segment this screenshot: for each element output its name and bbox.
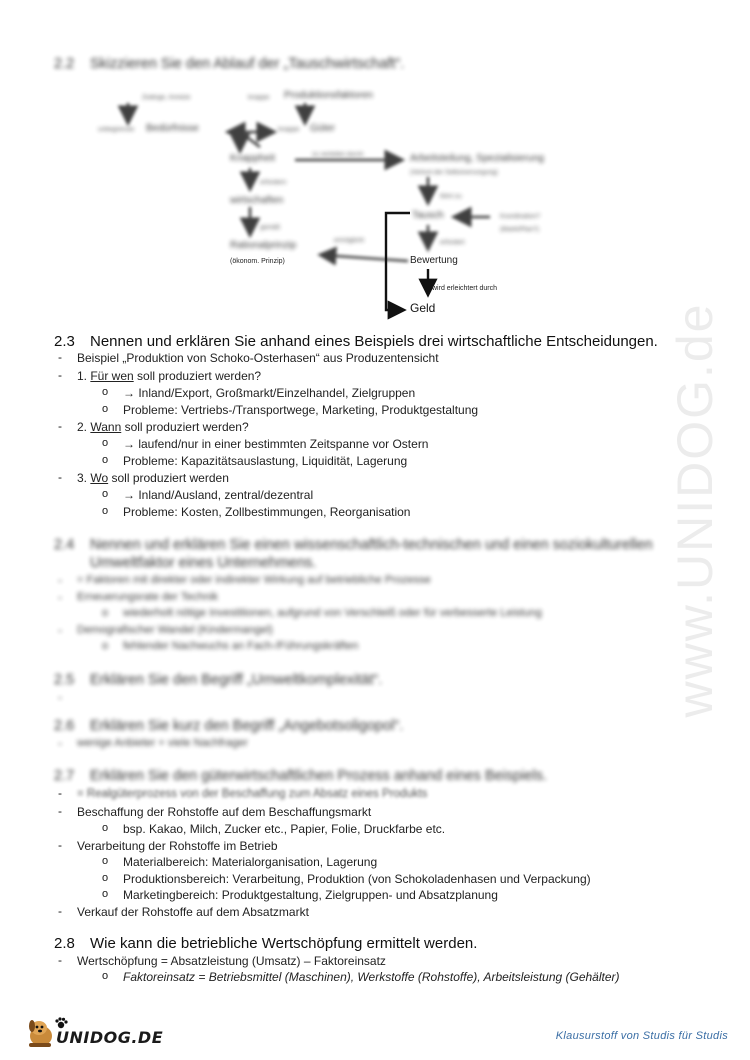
list-item: Faktoreinsatz = Betriebsmittel (Maschinen), Werkstoffe (Rohstoffe), Arbeitsleistung (Gehälter) [123,970,620,984]
heading-title: Nennen und erklären Sie anhand eines Beispiels drei wirtschaftliche Entscheidungen. [90,333,658,350]
dash-bullet: - [58,419,62,433]
heading-2-5 [54,672,382,688]
node-zwaenge: Zwänge, Anreize [142,94,191,101]
heading-2-4-cont: Umweltfaktor eines Unternehmens. [90,555,317,571]
dash-bullet: - [58,470,62,484]
edge-erleichtert: wird erleichtert durch [432,285,497,292]
list-item: bsp. Kakao, Milch, Zucker etc., Papier, Folie, Druckfarbe etc. [123,822,446,836]
heading-2-4 [54,537,653,553]
diagram-arrows [90,85,610,320]
edge-fuehrt-zu: führt zu [440,193,462,200]
list-item: 1. Für wen soll produziert werden? [77,369,262,383]
node-knappe-2: knappe [278,126,300,133]
circle-bullet: o [102,403,109,415]
list-item: wiederholt nötige Investitionen, aufgrund von Verschleiß oder für verbesserte Leistung [123,607,542,619]
edge-gemaess: gemäß [260,224,281,231]
heading-2-2 [54,56,404,72]
list-item: Erneuerungsrate der Technik [77,591,219,603]
document-page: www.UNIDOG.de 2.2 Skizzieren Sie den Ablauf der „Tauschwirtschaft“. Zwänge, Anreize knappe Produktionsfaktoren unbegrenzte Bedürfnisse knappe Güter Knappheit zu verteilen durch Arbeitsteilung, Spezialisierung (Verlust der Selbstversorgung) erfordern wirtschaften gemäß Rationalprinzip ermöglicht Tausch führt zu Koordination? (Markt/Plan?) erfordert (ökonom. Prinzip) Bewertung wird erleichtert durch Geld 2.3 Nennen und erklären Sie anhand eines Beispiels drei wirtschaftliche Entscheidungen. - Beispiel „Produktion von Schoko-Osterhasen“ aus Produzentensicht - 1. Für wen soll produziert werden? o → Inland/Export, Großmarkt/Einzelhandel, Zielgruppen o Probleme: Vertriebs-/Transportwege, Marketing, Produktgestaltung - 2. Wann soll produziert werden? o → laufend/nur in einer bestimmten Zeitspanne vor Ostern o Probleme: Kapazitätsauslastung, Liquidität, Lagerung - 3. Wo soll produziert werden o → Inland/Ausland, zentral/dezentral o Probleme: Kosten, Zollbestimmungen, Reorganisation 2.4 Nennen und erklären Sie einen wissenschaftlich-technischen und einen soziokulturellen Umweltfaktor eines Unternehmens. - = Faktoren mit direkter oder indirekter Wirkung auf betriebliche Prozesse - Erneuerungsrate der Technik o wiederholt nötige Investitionen, aufgrund von Verschleiß oder für verbesserte Leistung - Demografischer Wandel (Kindermangel) o fehlender Nachwuchs an Fach-/Führungskräften 2.5 Erklären Sie den Begriff „Umweltkomplexität“. - 2.6 Erklären Sie kurz den Begriff „Angebotsoligopol“. - wenige Anbieter + viele Nachfrager 2.7 Erklären Sie den güterwirtschaftlichen Prozess anhand eines Beispiels. - = Realgüterprozess von der Beschaffung zum Absatz eines Produkts - Beschaffung der Rohstoffe auf dem Beschaffungsmarkt o bsp. Kakao, Milch, Zucker etc., Papier, Folie, Druckfarbe etc. - Verarbeitung der Rohstoffe im Betrieb o Materialbereich: Materialorganisation, Lagerung o Produktionsbereich: Verarbeitung, Produktion (von Schokoladenhasen und Verpackung) o Marketingbereich: Produktgestaltung, Zielgruppen- und Absatzplanung - Verkauf der Rohstoffe auf dem Absatzmarkt 2.8 Wie kann die betriebliche Wertschöpfung ermittelt werden. - Wertschöpfung = Absatzleistung (Umsatz) – Faktoreinsatz o Faktoreinsatz = Betriebsmittel (Maschinen), Werkstoffe (Rohstoffe), Arbeitsleistung (Gehälter) UNIDOG.DE Klausurstoff von Studis für Studis [0,0,750,1060]
node-markt-plan: (Markt/Plan?) [500,226,540,233]
list-item: = Faktoren mit direkter oder indirekter Wirkung auf betriebliche Prozesse [77,574,431,586]
circle-bullet: o [102,454,109,466]
list-item: Beispiel „Produktion von Schoko-Osterhasen“ aus Produzentensicht [77,351,439,365]
circle-bullet: o [102,437,109,449]
dog-icon [26,1016,56,1050]
node-bewertung: Bewertung [410,255,458,266]
node-beduerfnisse: Bedürfnisse [146,123,199,134]
list-item: → Inland/Ausland, zentral/dezentral [123,488,314,502]
list-item: → Inland/Export, Großmarkt/Einzelhandel, Zielgruppen [123,386,416,400]
list-item: → laufend/nur in einer bestimmten Zeitspanne vor Ostern [123,437,429,451]
node-arbeitsteilung: Arbeitsteilung, Spezialisierung [410,153,544,164]
node-knappheit: Knappheit [230,153,276,164]
list-item: Wertschöpfung = Absatzleistung (Umsatz) – Faktoreinsatz [77,954,386,968]
heading-title: Erklären Sie den Begriff „Umweltkomplexität“. [90,672,383,688]
node-oekonom-prinzip: (ökonom. Prinzip) [230,258,285,265]
heading-number: 2.7 [54,768,75,784]
heading-2-7 [54,768,547,784]
node-verlust: (Verlust der Selbstversorgung) [410,169,498,176]
logo-text: UNIDOG.DE [56,1028,164,1047]
list-item: 3. Wo soll produziert werden [77,471,229,485]
heading-number: 2.2 [54,56,75,72]
node-wirtschaften: wirtschaften [230,195,284,206]
list-item: wenige Anbieter + viele Nachfrager [77,737,248,749]
list-item: Demografischer Wandel (Kindermangel) [77,624,273,636]
footer-tagline: Klausurstoff von Studis für Studis [555,1030,728,1042]
list-item: fehlender Nachwuchs an Fach-/Führungskräften [123,640,359,652]
list-item: Beschaffung der Rohstoffe auf dem Beschaffungsmarkt [77,805,372,819]
node-koordination: Koordination? [500,213,541,220]
dash-bullet: - [58,368,62,382]
circle-bullet: o [102,505,109,517]
list-item: Probleme: Kapazitätsauslastung, Liquidität, Lagerung [123,454,408,468]
list-item: = Realgüterprozess von der Beschaffung zum Absatz eines Produkts [77,788,428,800]
edge-ermoeglicht: ermöglicht [334,237,364,244]
node-gueter: Güter [310,123,336,134]
edge-zu-verteilen: zu verteilen durch [312,151,364,158]
tauschwirtschaft-diagram [90,85,610,320]
unidog-logo [26,1014,164,1052]
circle-bullet: o [102,488,109,500]
list-item: Verkauf der Rohstoffe auf dem Absatzmarkt [77,905,309,919]
edge-erfordern: erfordern [260,179,287,186]
list-item: Verarbeitung der Rohstoffe im Betrieb [77,839,278,853]
heading-number: 2.3 [54,333,75,350]
heading-title: Skizzieren Sie den Ablauf der „Tauschwirtschaft“. [90,56,405,72]
list-item: Marketingbereich: Produktgestaltung, Zielgruppen- und Absatzplanung [123,888,498,902]
list-item: Probleme: Vertriebs-/Transportwege, Marketing, Produktgestaltung [123,403,479,417]
list-item: Produktionsbereich: Verarbeitung, Produktion (von Schokoladenhasen und Verpackung) [123,872,591,886]
node-knappe-1: knappe [248,94,270,101]
heading-2-6 [54,718,403,734]
heading-title: Erklären Sie den güterwirtschaftlichen Prozess anhand eines Beispiels. [90,768,547,784]
list-item: Probleme: Kosten, Zollbestimmungen, Reorganisation [123,505,411,519]
heading-number: 2.6 [54,718,75,734]
heading-title: Nennen und erklären Sie einen wissenschaftlich-technischen und einen soziokulturellen [90,537,653,553]
circle-bullet: o [102,386,109,398]
list-item: Materialbereich: Materialorganisation, Lagerung [123,855,378,869]
edge-erfordert: erfordert [440,239,465,246]
node-rationalprinzip: Rationalprinzip [230,240,297,251]
heading-number: 2.8 [54,935,75,952]
heading-number: 2.5 [54,672,75,688]
heading-number: 2.4 [54,537,75,553]
node-unbegrenzte: unbegrenzte [98,126,135,133]
node-geld: Geld [410,301,436,315]
heading-title: Erklären Sie kurz den Begriff „Angebotsoligopol“. [90,718,404,734]
heading-2-8 [54,935,477,952]
heading-title: Wie kann die betriebliche Wertschöpfung ermittelt werden. [90,935,478,952]
list-item: 2. Wann soll produziert werden? [77,420,249,434]
dash-bullet: - [58,350,62,364]
node-tausch: Tausch [412,210,444,221]
watermark-text: www.UNIDOG.de [667,302,723,718]
heading-2-3 [54,333,658,350]
node-produktionsfaktoren: Produktionsfaktoren [284,90,373,101]
